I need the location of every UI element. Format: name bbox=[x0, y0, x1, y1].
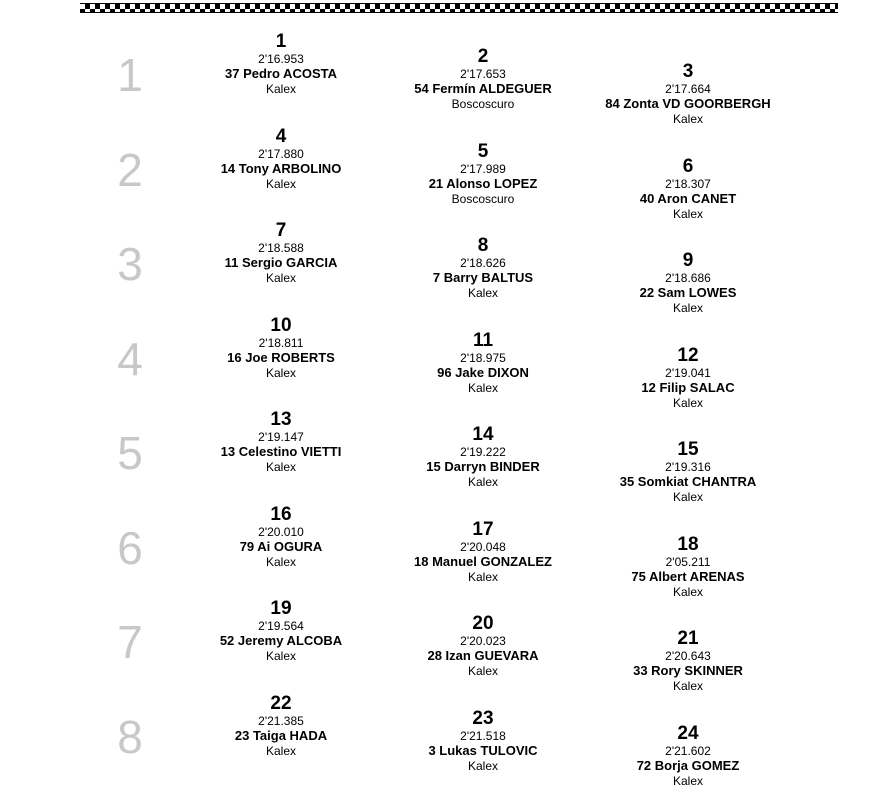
lap-time: 2'18.811 bbox=[258, 335, 304, 350]
rider-name: 14 Tony ARBOLINO bbox=[220, 160, 342, 176]
grid-slot bbox=[578, 629, 798, 693]
team-name: Kalex bbox=[467, 380, 499, 395]
grid-slot bbox=[171, 599, 391, 663]
grid-slot bbox=[171, 127, 391, 191]
grid-row-number: 3 bbox=[117, 238, 143, 290]
team-name: Kalex bbox=[467, 286, 499, 300]
lap-time: 2'16.953 bbox=[258, 52, 304, 66]
team-name: Kalex bbox=[672, 301, 704, 315]
grid-slot bbox=[171, 221, 391, 285]
grid-slot bbox=[373, 236, 593, 300]
rider-name: 18 Manuel GONZALEZ bbox=[414, 553, 552, 569]
rider-name: 52 Jeremy ALCOBA bbox=[219, 633, 343, 648]
grid-slot bbox=[578, 346, 798, 410]
grid-slot bbox=[171, 32, 391, 96]
grid-slot bbox=[578, 251, 798, 315]
grid-position: 13 bbox=[270, 409, 292, 430]
team-name: Boscoscuro bbox=[451, 191, 515, 206]
grid-slot bbox=[578, 724, 798, 788]
lap-time: 2'17.989 bbox=[460, 161, 506, 176]
rider-name: 21 Alonso LOPEZ bbox=[428, 175, 538, 191]
lap-time: 2'17.653 bbox=[460, 67, 506, 81]
team-name: Kalex bbox=[265, 554, 297, 569]
team-name: Kalex bbox=[672, 679, 704, 693]
grid-row-number: 7 bbox=[117, 616, 143, 668]
grid-position: 2 bbox=[477, 46, 489, 67]
lap-time: 2'20.643 bbox=[665, 649, 711, 663]
rider-name: 15 Darryn BINDER bbox=[426, 459, 540, 474]
rider-name: 11 Sergio GARCIA bbox=[224, 255, 338, 270]
rider-name: 84 Zonta VD GOORBERGH bbox=[605, 96, 771, 111]
team-name: Kalex bbox=[672, 773, 704, 788]
grid-position: 4 bbox=[275, 125, 287, 147]
grid-position: 24 bbox=[677, 722, 699, 744]
rider-name: 40 Aron CANET bbox=[639, 190, 737, 206]
checkered-flag-bar bbox=[80, 3, 838, 13]
rider-name: 22 Sam LOWES bbox=[639, 285, 737, 300]
grid-row-number: 6 bbox=[117, 522, 143, 574]
grid-slot bbox=[171, 316, 391, 380]
grid-slot bbox=[373, 142, 593, 206]
lap-time: 2'18.626 bbox=[460, 256, 506, 270]
team-name: Kalex bbox=[265, 271, 297, 285]
grid-slot bbox=[373, 709, 593, 773]
grid-slot bbox=[171, 410, 391, 474]
rider-name: 79 Ai OGURA bbox=[239, 538, 323, 554]
rider-name: 3 Lukas TULOVIC bbox=[428, 742, 538, 758]
grid-position: 15 bbox=[677, 439, 699, 460]
team-name: Kalex bbox=[672, 395, 704, 410]
grid-position: 21 bbox=[677, 628, 699, 649]
rider-name: 75 Albert ARENAS bbox=[631, 568, 745, 584]
rider-name: 28 Izan GUEVARA bbox=[427, 648, 539, 663]
lap-time: 2'17.880 bbox=[258, 146, 304, 161]
grid-position: 18 bbox=[677, 533, 699, 555]
rider-name: 72 Borja GOMEZ bbox=[636, 757, 740, 773]
lap-time: 2'19.147 bbox=[258, 430, 304, 444]
grid-row-number: 5 bbox=[117, 427, 143, 479]
grid-position: 8 bbox=[477, 235, 489, 256]
lap-time: 2'19.564 bbox=[258, 619, 304, 633]
lap-time: 2'21.385 bbox=[258, 713, 304, 728]
team-name: Kalex bbox=[467, 569, 499, 584]
team-name: Kalex bbox=[467, 758, 499, 773]
grid-position: 16 bbox=[270, 503, 292, 525]
team-name: Kalex bbox=[467, 664, 499, 678]
lap-time: 2'18.975 bbox=[460, 350, 506, 365]
rider-name: 35 Somkiat CHANTRA bbox=[619, 474, 757, 489]
lap-time: 2'21.518 bbox=[460, 728, 506, 743]
grid-position: 22 bbox=[270, 692, 292, 714]
grid-position: 12 bbox=[677, 344, 699, 366]
rider-name: 96 Jake DIXON bbox=[437, 364, 529, 380]
lap-time: 2'20.048 bbox=[460, 539, 506, 554]
lap-time: 2'19.316 bbox=[665, 460, 711, 474]
grid-position: 17 bbox=[472, 518, 494, 540]
grid-slot bbox=[171, 505, 391, 569]
team-name: Kalex bbox=[672, 112, 704, 126]
team-name: Kalex bbox=[265, 743, 297, 758]
grid-position: 5 bbox=[477, 140, 489, 162]
grid-slot bbox=[373, 520, 593, 584]
grid-position: 11 bbox=[472, 329, 494, 351]
grid-position: 10 bbox=[270, 314, 292, 336]
grid-slot bbox=[171, 694, 391, 758]
lap-time: 2'18.686 bbox=[665, 271, 711, 285]
grid-slot bbox=[578, 535, 798, 599]
grid-slot bbox=[373, 425, 593, 489]
grid-row-number: 8 bbox=[117, 711, 143, 763]
grid-position: 7 bbox=[275, 220, 287, 241]
grid-slot bbox=[373, 331, 593, 395]
grid-row-number: 1 bbox=[117, 49, 143, 101]
lap-time: 2'19.222 bbox=[460, 445, 506, 459]
rider-name: 16 Joe ROBERTS bbox=[227, 349, 335, 365]
lap-time: 2'21.602 bbox=[665, 743, 711, 758]
rider-name: 7 Barry BALTUS bbox=[432, 270, 534, 285]
grid-slot bbox=[373, 614, 593, 678]
team-name: Kalex bbox=[265, 176, 297, 191]
rider-name: 33 Rory SKINNER bbox=[633, 663, 743, 678]
grid-position: 3 bbox=[682, 61, 694, 82]
team-name: Boscoscuro bbox=[451, 97, 515, 111]
rider-name: 12 Filip SALAC bbox=[641, 379, 735, 395]
grid-position: 1 bbox=[275, 31, 287, 52]
grid-row-number: 2 bbox=[117, 144, 143, 196]
grid-position: 23 bbox=[472, 707, 494, 729]
grid-slot bbox=[578, 157, 798, 221]
rider-name: 37 Pedro ACOSTA bbox=[225, 66, 337, 81]
grid-position: 20 bbox=[472, 613, 494, 634]
lap-time: 2'20.023 bbox=[460, 634, 506, 648]
grid-position: 14 bbox=[472, 424, 494, 445]
team-name: Kalex bbox=[265, 82, 297, 96]
grid-row-number: 4 bbox=[117, 333, 143, 385]
team-name: Kalex bbox=[265, 365, 297, 380]
grid-position: 9 bbox=[682, 250, 694, 271]
grid-slot bbox=[578, 62, 798, 126]
lap-time: 2'20.010 bbox=[258, 524, 304, 539]
lap-time: 2'18.588 bbox=[258, 241, 304, 255]
grid-slot bbox=[373, 47, 593, 111]
team-name: Kalex bbox=[265, 460, 297, 474]
team-name: Kalex bbox=[467, 475, 499, 489]
rider-name: 23 Taiga HADA bbox=[234, 727, 328, 743]
lap-time: 2'17.664 bbox=[665, 82, 711, 96]
team-name: Kalex bbox=[672, 206, 704, 221]
grid-slot bbox=[578, 440, 798, 504]
lap-time: 2'19.041 bbox=[665, 365, 711, 380]
team-name: Kalex bbox=[672, 490, 704, 504]
rider-name: 54 Fermín ALDEGUER bbox=[414, 81, 552, 96]
team-name: Kalex bbox=[672, 584, 704, 599]
team-name: Kalex bbox=[265, 649, 297, 663]
lap-time: 2'05.211 bbox=[665, 554, 711, 569]
grid-position: 6 bbox=[682, 155, 694, 177]
grid-position: 19 bbox=[270, 598, 292, 619]
rider-name: 13 Celestino VIETTI bbox=[220, 444, 342, 459]
lap-time: 2'18.307 bbox=[665, 176, 711, 191]
